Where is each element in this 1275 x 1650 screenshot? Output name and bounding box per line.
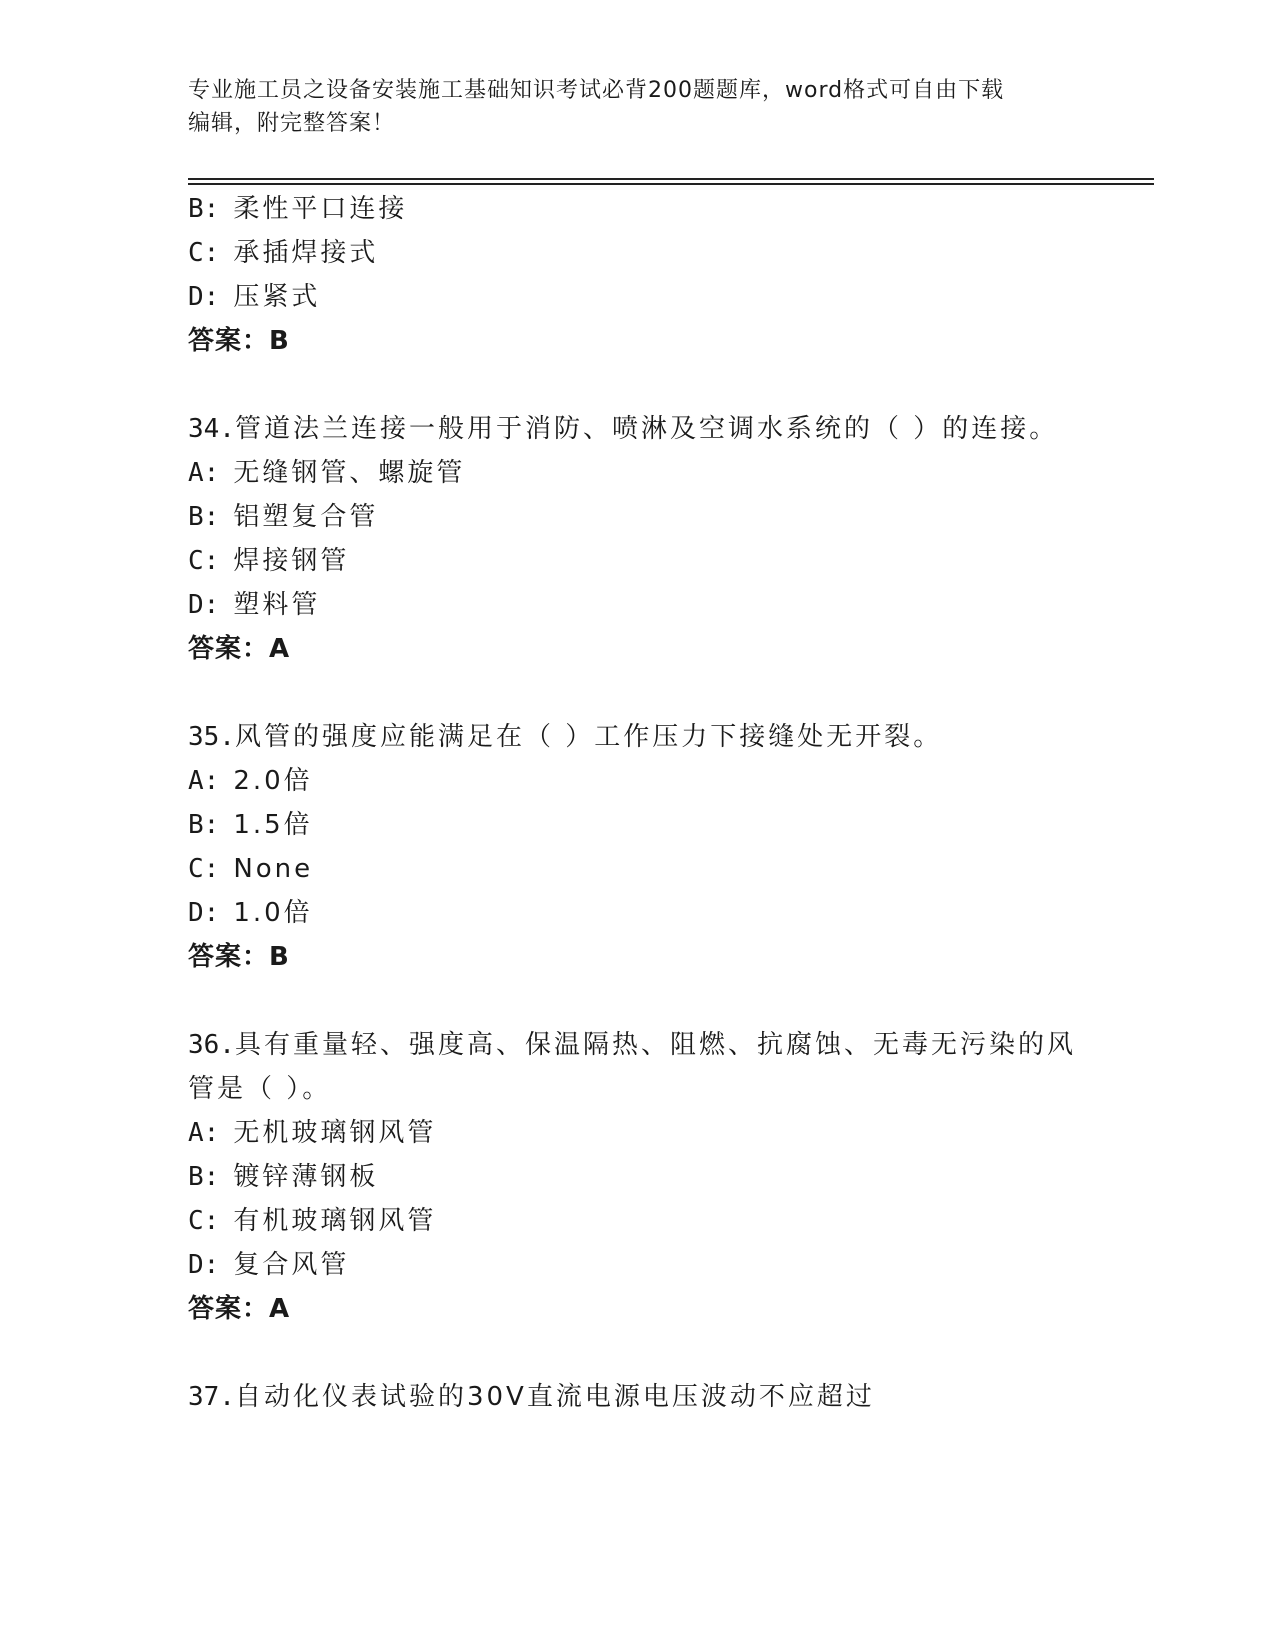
q33-answer: 答案：B <box>188 326 290 356</box>
header-divider-bottom <box>188 183 1154 185</box>
q33-option-c: C: 承插焊接式 <box>188 238 379 268</box>
q36-option-d: D: 复合风管 <box>188 1250 350 1280</box>
q34-option-c: C: 焊接钢管 <box>188 546 350 576</box>
q36-answer: 答案：A <box>188 1294 291 1324</box>
q35-question: 35.风管的强度应能满足在（ ）工作压力下接缝处无开裂。 <box>188 722 943 752</box>
q33-option-d: D: 压紧式 <box>188 282 321 312</box>
q34-option-b: B: 铝塑复合管 <box>188 502 379 532</box>
q37-question: 37.自动化仪表试验的30V直流电源电压波动不应超过 <box>188 1382 875 1412</box>
header-line-1: 专业施工员之设备安装施工基础知识考试必背200题题库，word格式可自由下载 <box>188 78 1005 103</box>
q35-option-b: B: 1.5倍 <box>188 810 313 840</box>
document-header <box>188 74 1088 140</box>
q35-option-a: A: 2.0倍 <box>188 766 313 796</box>
q34-question: 34.管道法兰连接一般用于消防、喷淋及空调水系统的（ ）的连接。 <box>188 414 1059 444</box>
q36-question-line-1: 36.具有重量轻、强度高、保温隔热、阻燃、抗腐蚀、无毒无污染的风 <box>188 1030 1076 1060</box>
q35-option-d: D: 1.0倍 <box>188 898 313 928</box>
q36-question-line-2: 管是（ ）。 <box>188 1074 332 1104</box>
q34-answer: 答案：A <box>188 634 291 664</box>
q35-answer: 答案：B <box>188 942 290 972</box>
q35-option-c: C: None <box>188 854 314 884</box>
q34-option-d: D: 塑料管 <box>188 590 321 620</box>
q36-option-a: A: 无机玻璃钢风管 <box>188 1118 437 1148</box>
q34-option-a: A: 无缝钢管、螺旋管 <box>188 458 466 488</box>
q36-option-c: C: 有机玻璃钢风管 <box>188 1206 437 1236</box>
q33-option-b: B: 柔性平口连接 <box>188 194 408 224</box>
q36-option-b: B: 镀锌薄钢板 <box>188 1162 379 1192</box>
header-divider-top <box>188 178 1154 180</box>
header-line-2: 编辑，附完整答案！ <box>188 111 396 136</box>
